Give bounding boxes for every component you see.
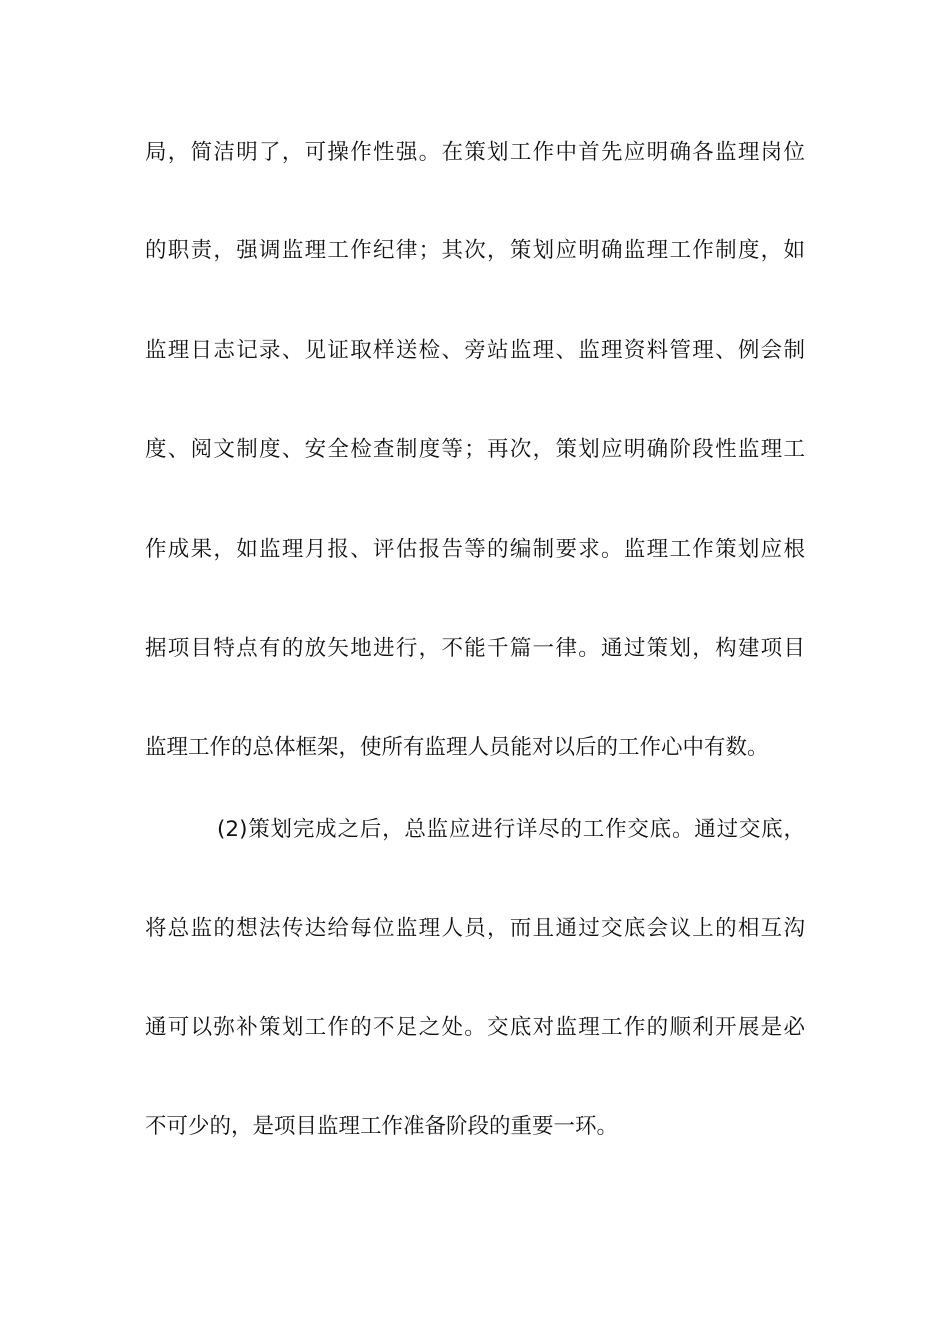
paragraph-line: 的职责，强调监理工作纪律；其次，策划应明确监理工作制度，如 xyxy=(145,238,805,263)
paragraph-line: 通可以弥补策划工作的不足之处。交底对监理工作的顺利开展是必 xyxy=(145,1015,805,1040)
paragraph-line: 据项目特点有的放矢地进行，不能千篇一律。通过策划，构建项目 xyxy=(145,636,805,661)
paragraph-line: 监理日志记录、见证取样送检、旁站监理、监理资料管理、例会制 xyxy=(145,338,805,363)
paragraph-line: 度、阅文制度、安全检查制度等；再次，策划应明确阶段性监理工 xyxy=(145,437,805,462)
paragraph-first-line-indented: (2)策划完成之后，总监应进行详尽的工作交底。通过交底， xyxy=(217,817,805,842)
paragraph-last-line: 不可少的，是项目监理工作准备阶段的重要一环。 xyxy=(145,1114,619,1139)
paragraph-line: 作成果，如监理月报、评估报告等的编制要求。监理工作策划应根 xyxy=(145,537,805,562)
paragraph-last-line: 监理工作的总体框架，使所有监理人员能对以后的工作心中有数。 xyxy=(145,735,769,760)
paragraph-line: 将总监的想法传达给每位监理人员，而且通过交底会议上的相互沟 xyxy=(145,916,805,941)
paragraph-line: 局，简洁明了，可操作性强。在策划工作中首先应明确各监理岗位 xyxy=(145,140,805,165)
